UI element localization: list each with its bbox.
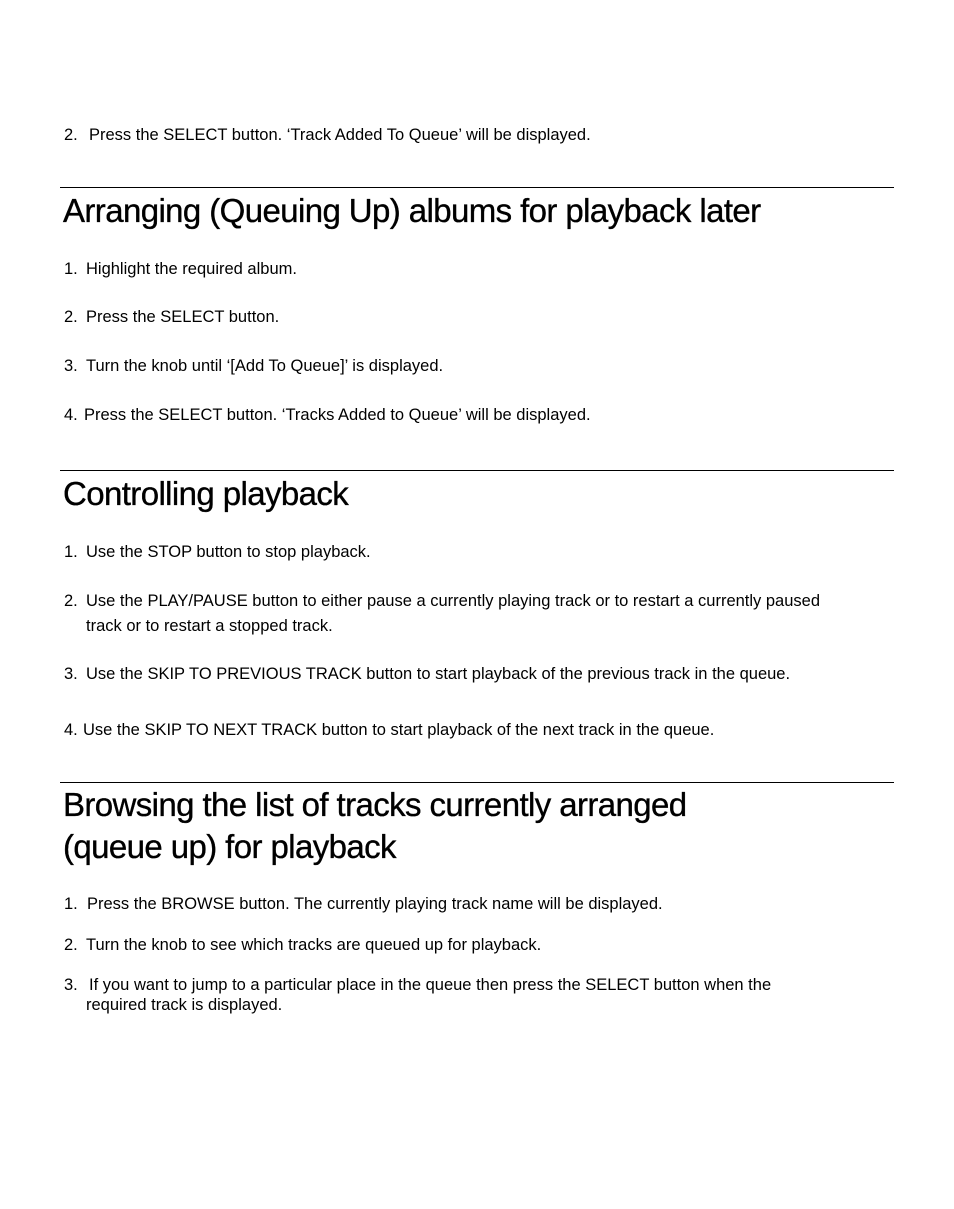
section-divider — [60, 470, 894, 471]
list-item — [64, 974, 771, 996]
list-item-text: Highlight the required album. — [86, 260, 297, 278]
section-heading: Arranging (Queuing Up) albums for playback later — [63, 192, 761, 229]
list-item — [64, 719, 714, 741]
list-item-number: 1. — [64, 260, 78, 278]
list-item-text: Turn the knob to see which tracks are queued up for playback. — [86, 936, 542, 954]
list-item — [64, 893, 663, 915]
list-item-continuation: track or to restart a stopped track. — [86, 617, 333, 635]
section-divider — [60, 187, 894, 188]
section-heading-line-2: (queue up) for playback — [63, 828, 396, 865]
list-item-text: Press the SELECT button. ‘Tracks Added to Queue’ will be displayed. — [84, 406, 591, 424]
list-item-text: Use the PLAY/PAUSE button to either pause a currently playing track or to restart a currently paused — [86, 592, 821, 610]
list-item — [64, 258, 297, 280]
list-item-number: 2. — [64, 936, 78, 954]
list-item — [64, 541, 371, 563]
list-item-number: 4. — [64, 406, 78, 424]
list-item — [64, 934, 541, 956]
list-item — [64, 590, 820, 612]
section-divider — [60, 782, 894, 783]
list-item-number: 3. — [64, 357, 78, 375]
section-heading-line-1: Browsing the list of tracks currently arranged — [63, 786, 687, 823]
list-item-number: 2. — [64, 126, 78, 144]
section-heading: Controlling playback — [63, 475, 349, 512]
list-item-text: Press the BROWSE button. The currently playing track name will be displayed. — [87, 895, 663, 913]
list-item-text: Press the SELECT button. — [86, 308, 280, 326]
list-item-number: 1. — [64, 895, 78, 913]
list-item — [64, 306, 279, 328]
list-item-number: 3. — [64, 976, 78, 994]
list-item-number: 2. — [64, 308, 78, 326]
list-item-text: Use the STOP button to stop playback. — [86, 543, 371, 561]
list-item — [64, 355, 443, 377]
list-item-number: 1. — [64, 543, 78, 561]
list-item-text: Use the SKIP TO PREVIOUS TRACK button to start playback of the previous track in the queue. — [86, 665, 791, 683]
list-item — [64, 663, 790, 685]
list-item-text: Press the SELECT button. ‘Track Added To Queue’ will be displayed. — [89, 126, 591, 144]
list-item-text: If you want to jump to a particular place in the queue then press the SELECT button when the — [89, 976, 772, 994]
list-item-number: 2. — [64, 592, 78, 610]
list-item-number: 3. — [64, 665, 78, 683]
list-item-text: Use the SKIP TO NEXT TRACK button to start playback of the next track in the queue. — [83, 721, 715, 739]
list-item-continuation: required track is displayed. — [86, 996, 283, 1014]
list-item — [64, 124, 591, 146]
list-item — [64, 404, 591, 426]
list-item-number: 4. — [64, 721, 78, 739]
list-item-text: Turn the knob until ‘[Add To Queue]’ is displayed. — [86, 357, 444, 375]
